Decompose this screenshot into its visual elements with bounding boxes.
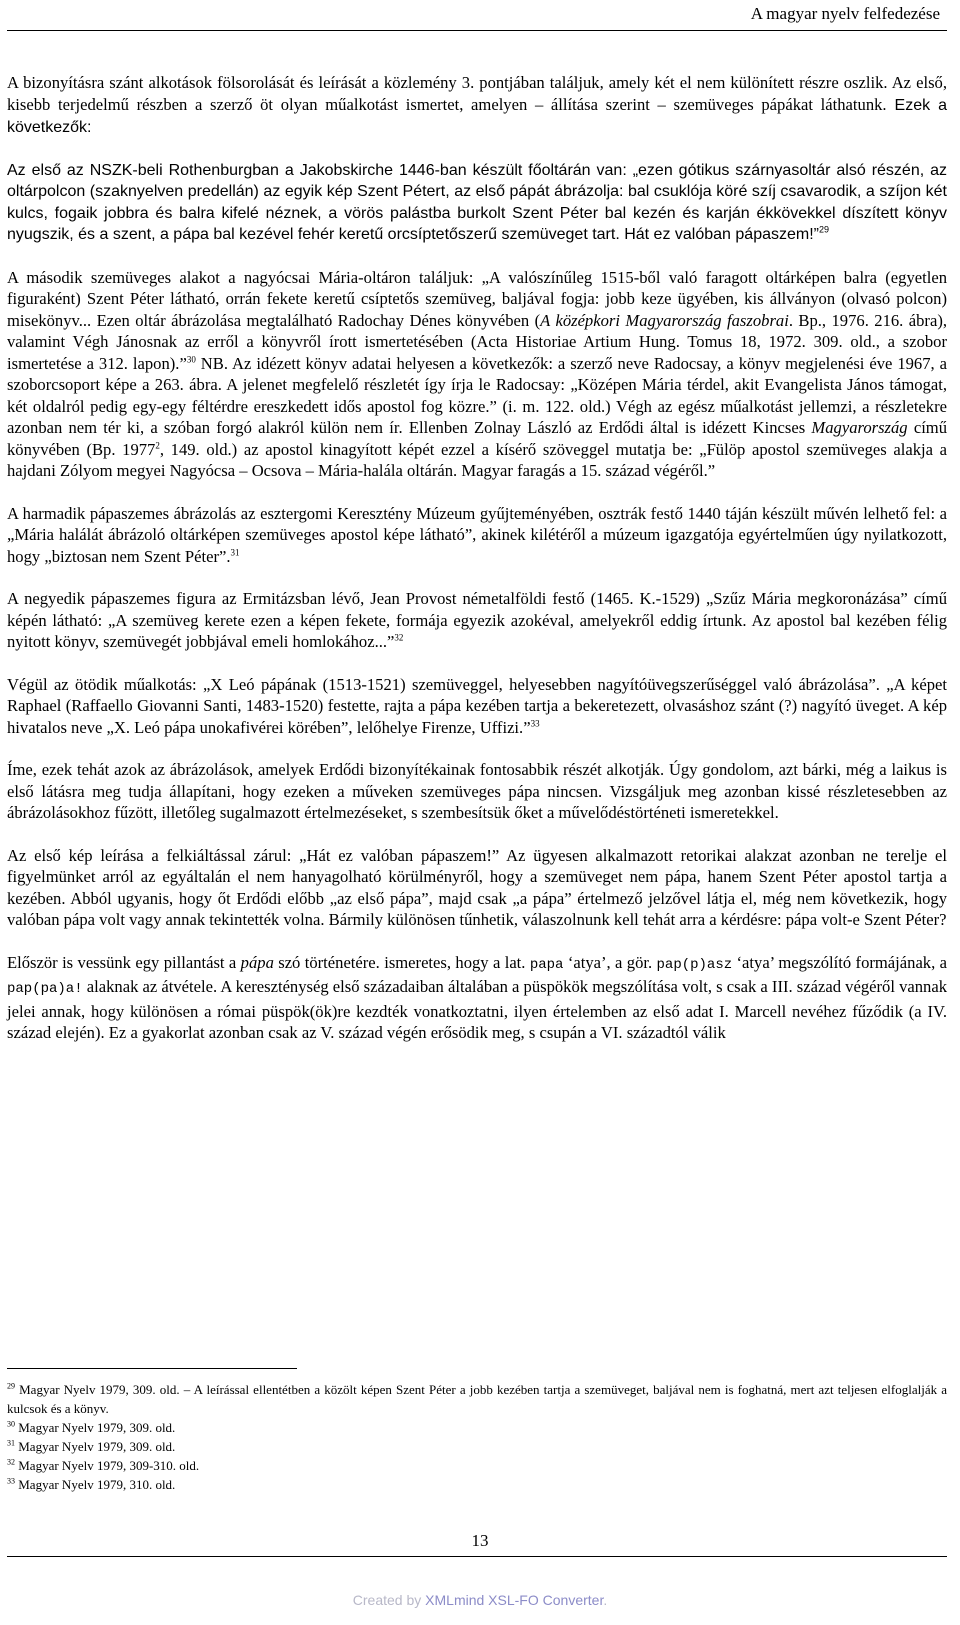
book-title-italic-2: Magyarország [811, 418, 908, 437]
footnote-ref-33[interactable]: 33 [530, 717, 540, 728]
etymology-text-c: ‘atya’, a gör. [563, 952, 657, 972]
footnote-divider [7, 1368, 297, 1369]
footnote-item [7, 1437, 947, 1456]
footnote-item [7, 1475, 947, 1494]
paragraph-second-artwork [7, 267, 947, 482]
footnote-item [7, 1380, 947, 1418]
converter-credit [0, 1592, 960, 1608]
greek-word: pap(p)asz [656, 956, 733, 973]
latin-word: papa [529, 956, 564, 973]
paragraph-fifth-artwork [7, 674, 947, 739]
footnote-item [7, 1456, 947, 1475]
etymology-text-b: szó történetére. ismeretes, hogy a lat. [273, 952, 530, 972]
intro-tail: Ezek a következők: [7, 96, 947, 136]
book-title-italic: A középkori Magyarország faszobrai [540, 310, 789, 330]
header-divider [7, 30, 947, 31]
intro-text: A bizonyításra szánt alkotások fölsorolását és leírását a közlemény 3. pontjában találjuk, amely két el nem különített részre oszlik. Az első, kisebb terjedelmű részben a szerző öt olyan műalkotást ismertet, amelyen – állítása szerint – szemüveges pápákat láthatunk. [7, 73, 947, 114]
footnote-ref-32[interactable]: 32 [394, 632, 404, 643]
footnote-ref-31[interactable]: 31 [230, 546, 240, 557]
second-artwork-text-e: , 149. old.) az apostol kinagyított képét ezzel a kísérő szöveggel mutatja be: „Fülöp apostol szemüveges alakja a hajdani Zólyom megyei Nagyócsa – Ocsova – Mária-halála oltárán. Magyar faragás a 15. század végéről.” [7, 439, 947, 480]
paragraph-first-artwork [7, 160, 947, 246]
fifth-artwork-text: Végül az ötödik műalkotás: „X Leó pápának (1513-1521) szemüveggel, helyesebben nagyítóüvegszerűséggel való ábrázolása”. „A képet Raphael (Raffaello Giovanni Santi, 1483-1520) festette, rajta a pápa kezében tartja a bekeretezett, olvasáshoz szánt (?) nagyító üveget. A kép hivatalos neve „X. Leó pápa unokafivérei körében”, lelőhelye Firenze, Uffizi.” [7, 674, 947, 737]
footer-divider [7, 1556, 947, 1557]
footnote-text: Magyar Nyelv 1979, 310. old. [18, 1477, 176, 1492]
second-artwork-text-d: című könyvében (Bp. 1977 [7, 418, 948, 459]
third-artwork-text: A harmadik pápaszemes ábrázolás az esztergomi Keresztény Múzeum gyűjteményében, osztrák festő 1440 táján készült művén lelhető fel: a „Mária halálát ábrázoló oltárképen szemüveges apostol képe látható”, akinek kilétéről a múzeum igazgatója egyértelműen úgy nyilatkozott, hogy „biztosan nem Szent Péter”. [7, 503, 947, 566]
credit-brand-link[interactable]: XMLmind XSL-FO Converter [425, 1592, 604, 1608]
footnotes [7, 1380, 947, 1494]
footnote-number: 29 [7, 1381, 15, 1391]
word-papa-italic: pápa [240, 952, 274, 972]
second-artwork-text-c: NB. Az idézett könyv adatai helyesen a következők: a szerző neve Radocsay, a könyv megjelenési éve 1967, a szoborcsoport képe a 263. ábra. A jelenet megfelelő részletét így írja le Radocsay: „Középen Mária térdel, akit Evangelista János támogat, két oldalról pedig egy-egy féltérdre ereszkedett idős apostol fog közre.” (i. m. 122. old.) Végh az egész műalkotást jellemzi, a részletekre azonban nem tér ki, a szóban forgó alakról külön nem ír. Ellenben Zolnay László az Erdődi által is idézett Kincses [7, 353, 947, 437]
paragraph-fourth-artwork [7, 588, 947, 653]
paragraph-summary: Íme, ezek tehát azok az ábrázolások, amelyek Erdődi bizonyítékainak fontosabbik részét alkotják. Úgy gondolom, azt bárki, még a laikus is első látásra meg tudja állapítani, hogy ezeken a műveken szemüveges pápa nincsen. Vizsgáljuk meg azonban kissé részletesebben az ábrázolásokhoz fűzött, illetőleg sugalmazott értelmezéseket, s szembesítsük őket a művelődéstörténeti ismeretekkel. [7, 760, 947, 822]
footnote-text: Magyar Nyelv 1979, 309. old. [18, 1439, 176, 1454]
paragraph-third-artwork [7, 503, 947, 568]
credit-suffix: . [603, 1592, 608, 1608]
etymology-text-e: alaknak az átvétele. A kereszténység első századaiban általában a püspökök megszólítása volt, s csak a III. század végéről vannak jelei annak, hogy különösen a római püspök(ök)re kezdték vonatkoztatni, ilyen értelemben az első adat I. Marcell nevéhez fűződik (a IV. század elején). Ez a gyakorlat azonban csak az V. század végén erősödik meg, s csupán a VI. századtól válik [7, 977, 947, 1042]
footnote-ref-29[interactable]: 29 [818, 224, 829, 235]
fourth-artwork-text: A negyedik pápaszemes figura az Ermitázsban lévő, Jean Provost németalföldi festő (1465. K.-1529) „Szűz Mária megkoronázása” című képén látható: „A szemüveg kerete ezen a képen fekete, formája egyezik azokéval, amelyekről eddig írtunk. Az apostol bal kezében félig nyitott könyv, szemüvegét jobbjával emeli homlokához...” [7, 589, 947, 651]
footnote-number: 31 [7, 1438, 15, 1448]
paragraph-first-image-analysis: Az első kép leírása a felkiáltással zárul: „Hát ez valóban pápaszem!” Az ügyesen alkalmazott retorikai alakzat azonban ne terelje el figyelmünket arról az egyáltalán el nem hanyagolható körülményről, hogy a szemüveget nem pápa, hanem Szent Péter apostol tartja a kezében. Abból ugyanis, hogy őt Erdődi előbb „az első pápa”, majd csak „a pápa” értelmező jelzővel látja el, még nem következik, hogy valóban pápa volt vagy annak tekintették volna. Bármily különösen tűnhetik, válaszolnunk kell tehát arra a kérdésre: pápa volt-e Szent Péter? [7, 845, 947, 929]
footnote-number: 30 [7, 1419, 15, 1429]
paragraph-intro [7, 72, 947, 139]
edition-superscript: 2 [155, 439, 160, 450]
footnote-text: Magyar Nyelv 1979, 309. old. [18, 1420, 176, 1435]
footnote-ref-30[interactable]: 30 [186, 353, 196, 364]
footnote-item [7, 1418, 947, 1437]
second-artwork-text-b: . Bp., 1976. 216. ábra), valamint Végh Jánosnak az erről a könyvről írott ismertetésében (Acta Historiae Artium Hung. Tomus 18, 1972. 309. old., a szobor ismertetése a 312. lapon).” [7, 310, 947, 373]
page-number: 13 [471, 1531, 489, 1550]
footnote-number: 32 [7, 1457, 15, 1467]
etymology-text-d: ‘atya’ megszólító formájának, a [732, 952, 948, 972]
footnote-text: Magyar Nyelv 1979, 309. old. – A leírással ellentétben a közölt képen Szent Péter a jobb kezében tartja a szemüveget, baljával nem is foghatná, mert azt teljesen elfoglalják a kulcsok és a könyv. [7, 1382, 948, 1416]
second-artwork-text-a: A második szemüveges alakot a nagyócsai Mária-oltáron találjuk: „A valószínűleg 1515-ből való faragott oltárképen balra (egyetlen figuraként) Szent Péter látható, orrán fekete keretű csíptetős szemüveg, baljával fogja: jobb keze ügyében, kis állványon (olvasó polcon) misekönyv... Ezen oltár ábrázolása megtalálható Radochay Dénes könyvében ( [7, 267, 947, 330]
footnote-number: 33 [7, 1476, 15, 1486]
first-artwork-text: Az első az NSZK-beli Rothenburgban a Jakobskirche 1446-ban készült főoltárán van: „ezen gótikus szárnyasoltár alsó részén, az oltárpolcon (szaknyelven predellán) az egyik kép Szent Pétert, az első pápát ábrázolja: bal csuklója köré szíj csavarodik, a szíjon két kulcs, fogaik jobbra és balra kifelé néznek, a vörös palástba burkolt Szent Péter bal kezén és karján ékkövekkel díszített könyv nyugszik, és a szent, a pápa bal kezével fehér keretű orcsíptetőszerű szemüveget tart. Hát ez valóban pápaszem!” [7, 161, 947, 243]
document-body [7, 72, 947, 1065]
footnote-text: Magyar Nyelv 1979, 309-310. old. [18, 1458, 200, 1473]
etymology-text-a: Először is vessünk egy pillantást a [7, 952, 241, 972]
vocative-form: pap(pa)a! [7, 981, 83, 997]
credit-prefix: Created by [352, 1592, 426, 1608]
paragraph-papa-etymology [7, 952, 947, 1044]
running-header: A magyar nyelv felfedezése [750, 4, 940, 23]
